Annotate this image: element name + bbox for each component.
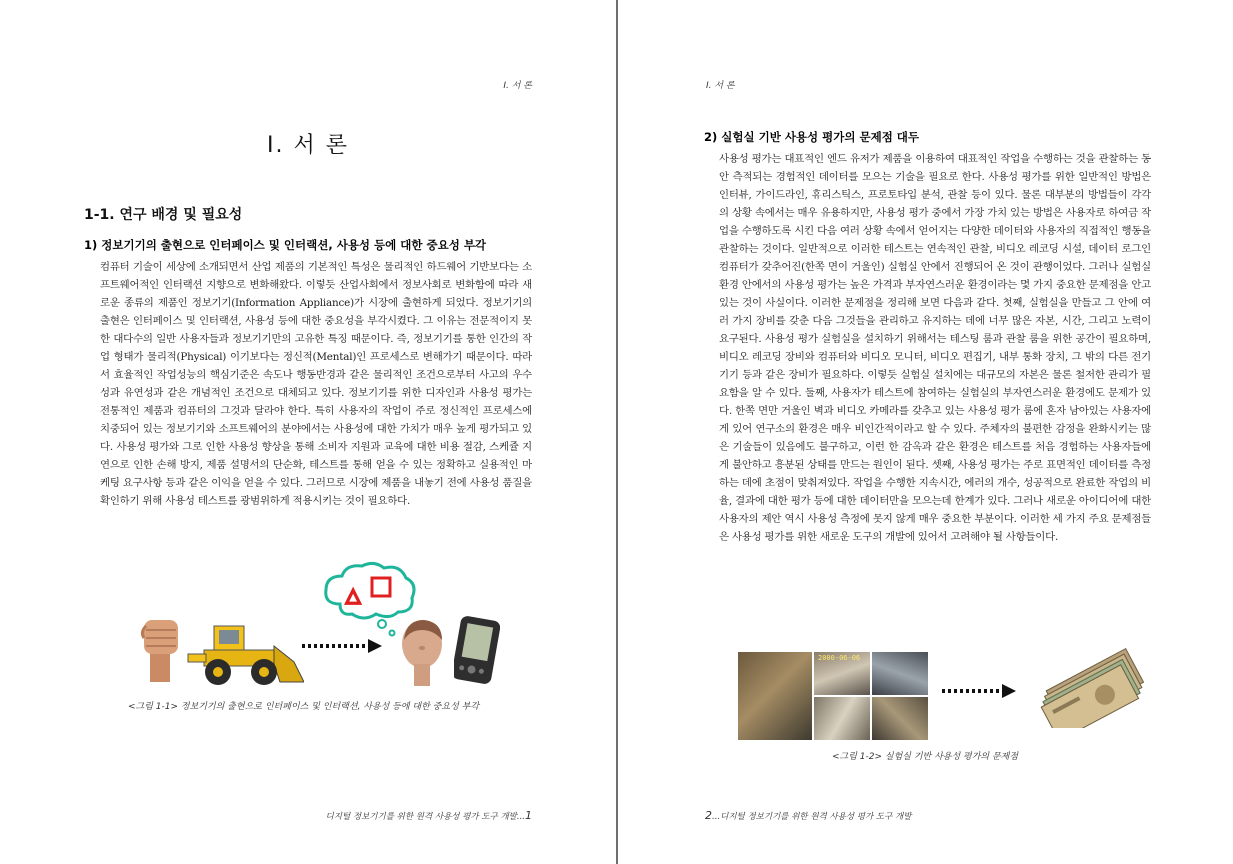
dotted-arrow-icon <box>302 639 382 653</box>
fist-icon <box>140 612 182 682</box>
figure-caption-1-2: <그림 1-2> 실험실 기반 사용성 평가의 문제점 <box>832 752 1019 762</box>
right-page <box>618 0 1233 864</box>
body-paragraph-right: 사용성 평가는 대표적인 엔드 유저가 제품을 이용하여 대표적인 작업을 수행하는 것을 관찰하는 동안 측적되는 경험적인 데이터를 모으는 기술을 필요로 한다. 사용성 평가를 위한 일반적인 방법은 인터뷰, 가이드라인, 휴리스틱스, 프로토타입 분석, 관찰 등이 있다. 물론 대부분의 방법들이 각각의 상황 속에서는 매우 유용하지만, 사용성 평가 중에서 가장 가치 있는 방법은 사용자로 하여금 작업을 수행하도록 시킨 다음 여러 상황 속에서 얻어지는 다양한 데이터와 사용자의 직접적인 행동을 관찰하는 것이다. 일반적으로 이러한 테스트는 연속적인 관찰, 비디오 레코딩 시설, 데이터 로그인 컴퓨터가 갖추어진(한쪽 면이 거울인) 실험실 안에서 진행되어 온 것이 관행이었다. 그러나 실험실 환경 안에서의 사용성 평가는 높은 가격과 부자연스러운 환경이라는 몇 가지 중요한 문제점을 안고 있는 것이 사실이다. 이러한 문제점을 정리해 보면 다음과 같다. 첫째, 실험실을 만들고 그 안에 여러 가지 장비를 갖춘 다음 그것들을 관리하고 유지하는 데에 너무 많은 자본, 시간, 그리고 노력이 요구된다. 사용성 평가 실험실을 설치하기 위해서는 테스팅 룸과 관찰 룸을 위한 공간이 필요하며, 비디오 레코딩 장비와 컴퓨터와 비디오 모니터, 비디오 편집기, 내부 통화 장치, 그 밖의 다른 전기 기기 등과 같은 장비가 필요하다. 이렇듯 실험실 설치에는 대규모의 자본은 물론 철저한 관리가 필요함을 알 수 있다. 둘째, 사용자가 테스트에 참여하는 실험실의 부자연스러운 환경에도 문제가 있다. 한쪽 면만 거울인 벽과 비디오 카메라를 갖추고 있는 사용성 평가 룸에 혼자 남아있는 사용자에게 있어 연구소의 환경은 매우 비인간적이라고 할 수 있다. 주체자의 불편한 감정을 완화시키는 많은 기술들이 있음에도 불구하고, 이런 한 감옥과 같은 환경은 테스트를 처음 경험하는 사용자들에게 불안하고 흥분된 상태를 만드는 원인이 된다. 셋째, 사용성 평가는 주로 표면적인 데이터를 측정하는 데에 초점이 맞춰져있다. 작업을 수행한 지속시간, 에러의 개수, 성공적으로 완료한 작업의 비율, 결과에 대한 평가 등에 대한 데이터만을 모으는데 한계가 있다. 그러나 새로운 아이디어에 대한 사용자의 제안 역시 사용성 측정에 못지 않게 매우 중요한 부분이다. 이러한 세 가지 주요 문제점들은 사용성 평가를 위한 새로운 도구의 개발에 있어서 고려해야 될 사항들이다. <box>719 153 1151 543</box>
chapter-title: I. 서 론 <box>267 133 349 158</box>
pda-icon <box>454 616 500 686</box>
footer-left <box>326 809 532 822</box>
subsection-title-2: 2) 실험실 기반 사용성 평가의 문제점 대두 <box>704 130 920 144</box>
money-bills-icon <box>1028 638 1158 728</box>
wheel-loader-icon <box>184 616 304 686</box>
section-title: 1-1. 연구 배경 및 필요성 <box>84 207 243 223</box>
footer-title-left: 디지털 정보기기를 위한 원격 사용성 평가 도구 개발... <box>325 812 525 822</box>
photo-date-stamp: 2000-06-06 <box>818 654 861 662</box>
mannequin-head-icon <box>396 618 446 688</box>
lab-photo-grid-icon <box>738 652 928 740</box>
left-page <box>0 0 616 864</box>
subsection-title-1: 1) 정보기기의 출현으로 인터페이스 및 인터랙션, 사용성 등에 대한 중요성 부각 <box>84 238 487 252</box>
dotted-arrow-icon <box>942 684 1016 698</box>
body-paragraph-left: 컴퓨터 기술이 세상에 소개되면서 산업 제품의 기본적인 특성은 물리적인 하드웨어 기반보다는 소프트웨어적인 인터랙션 지향으로 변화해왔다. 이렇듯 산업사회에서 정보사회로 변화함에 따라 새로운 종류의 제품인 정보기기(Information Appliance)가 시장에 출현하게 되었다. 정보기기의 출현은 인터페이스 및 인터랙션, 사용성 등에 대한 중요성을 부각시켰다. 그 이유는 전문적이지 못한 대다수의 일반 사용자들과 정보기기만의 고유한 특징 때문이다. 즉, 정보기기를 통한 인간의 작업 형태가 물리적(Physical) 이기보다는 정신적(Mental)인 프로세스로 변해가기 때문이다. 따라서 효율적인 작업성능의 핵심기준은 속도나 행동반경과 같은 물리적인 조건으로부터 사고의 우수성과 유연성과 같은 개념적인 조건으로 대체되고 있다. 정보기기를 위한 디자인과 사용성 평가는 전통적인 제품과 컴퓨터의 그것과 달라야 한다. 특히 사용자의 작업이 주로 정신적인 프로세스에 치중되어 있는 정보기기와 소프트웨어의 분야에서는 사용성에 대한 가치가 매우 높게 평가되고 있다. 사용성 평가와 그로 인한 사용성 향상을 통해 소비자 지원과 교육에 대한 비용 절감, 스케쥴 지연으로 인한 손해 방지, 제품 설명서의 단순화, 테스트를 통해 얻을 수 있는 정확하고 실용적인 마케팅 요구사항 등과 같은 이익을 얻을 수 있다. 그러므로 시장에 제품을 내놓기 전에 사용성 품질을 확인하기 위해 사용성 테스트를 광범위하게 적용시키는 것이 필요하다. <box>100 261 532 507</box>
running-head-left: I. 서 론 <box>503 81 532 91</box>
figure-caption-1-1: <그림 1-1> 정보기기의 출현으로 인터페이스 및 인터랙션, 사용성 등에 대한 중요성 부각 <box>128 702 480 712</box>
page-number-right: 2 <box>705 809 712 822</box>
footer-right <box>705 809 911 822</box>
figure-1-2 <box>738 652 1158 742</box>
figure-1-1 <box>140 560 530 695</box>
running-head-right: I. 서 론 <box>706 81 735 91</box>
footer-title-right: ...디지털 정보기기를 위한 원격 사용성 평가 도구 개발 <box>712 812 912 822</box>
page-number-left: 1 <box>525 809 532 822</box>
